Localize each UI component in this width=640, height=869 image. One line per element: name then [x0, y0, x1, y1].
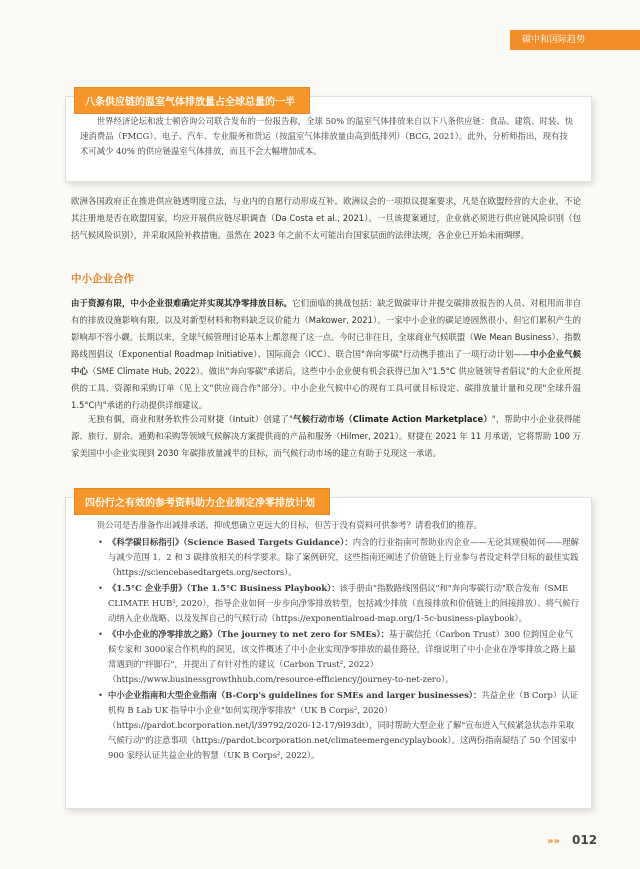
callout-title: 八条供应链的温室气体排放量占全球总量的一半: [74, 87, 310, 114]
callout-intro: 贵公司是否准备作出减排承诺，抑或想确立更远大的目标，但苦于没有资料可供参考？请看我们的推荐。: [96, 520, 483, 530]
reference-text: 该手册由"指数路线图倡议"和"奔向零碳行动"联合发布（SME CLIMATE HUB², 2020），指导企业如何一步步向净零排放转型，包括减少排放（直接排放和价值链上的间接排放）、将气候行动纳入企业战略、以及发挥自己的气候行动（https://exponentialroad-map.org/1-5c-business-playbook）。: [108, 583, 580, 623]
section-heading: 中小企业合作: [71, 273, 134, 285]
reference-text: 基于碳信托（Carbon Trust）300 位跨国企业气候专家和 3000家合作机构的洞见，该文件概述了中小企业实现净零排放的最佳路径，详细说明了中小企业在净零排放之路上最常遇到的"绊脚石"，并提出了有针对性的建议（Carbon Trust², 2022）（https://www.businessgrowthhub.com/resource-efficiency/journey-to-net-zero）。: [108, 629, 576, 684]
reference-text: 共益企业（B Corp）认证机构 B Lab UK 指导中小企业"如何实现净零排放"（UK B Corps², 2020）（https://pardot.bcorporation.net/l/39792/2020-12-17/9l93dt），同时帮助大型企业了解"宣布进入气候紧急状态并采取气候行动"的注意事项（https://pardot.bcorporation.net/climateemergencyplaybook）。这两份指南凝结了 50 个国家中 900 家经认证共益企业的智慧（UK B Corps², 2022）。: [108, 690, 578, 760]
footer-arrows-icon: »»: [547, 836, 560, 847]
paragraph-lead-bold: 由于资源有限，中小企业很难确定并实现其净零排放目标。: [71, 298, 293, 308]
paragraph-text-end: （SME Climate Hub, 2022）。做出"奔向零碳"承诺后，这些中小企业便有机会获得已加入"1.5°C 供应链领导者倡议"的大企业所提供的工具、资源和采购订单（见上文"供应商合作"部分）。中小企业气候中心的现有工具可就目标设定、碳排放量计量和兑现"全球升温 1.5°C内"承诺的行动提供详细建议。: [71, 366, 581, 410]
callout-title: 四份行之有效的参考资料助力企业制定净零排放计划: [74, 488, 330, 515]
reference-list: [80, 535, 580, 763]
paragraph-text: 无独有偶，商业和财务软件公司财捷（Intuit）创建了": [87, 414, 293, 424]
climate-action-marketplace-term: 气候行动市场（Climate Action Marketplace）: [292, 414, 492, 424]
reference-item: [98, 581, 580, 626]
page-number: 012: [572, 833, 598, 847]
reference-item: [98, 627, 580, 687]
reference-text: 内含的行业指南可帮助业内企业——无论其规模如何——理解与减少范围 1、2 和 3 碳排放相关的科学要求。除了案例研究，这些指南还阐述了价值链上行业参与者设定科学目标的最佳实践（https://sciencebasedtargets.org/sectors）。: [108, 537, 579, 577]
paragraph-text: 它们面临的挑战包括：缺乏做碳审计并提交碳排放报告的人员、对租用而非自有的排放设施影响有限，以及对新型材料和物料缺乏议价能力（Makower, 2021）。一家中小企业的碳足迹固然很小，但它们累积产生的影响却不容小觑。长期以来，全球气候管理讨论基本上都忽视了这一点。今时已非往日，全球商业气候联盟（We Mean Business）、指数路线图倡议（Exponential Roadmap Initiative）、国际商会（ICC）、联合国"奔向零碳"行动携手推出了一项行动计划——: [71, 298, 582, 359]
callout-box-references: [65, 497, 592, 809]
chapter-tag: 碳中和国际趋势: [510, 30, 640, 50]
paragraph-eu-legislation: 欧洲各国政府正在推进供应链透明度立法，与业内的自愿行动形成互补。欧洲议会的一项拟议提案要求，凡是在欧盟经营的大企业，不论其注册地是否在欧盟国家，均应开展供应链尽职调查（Da Costa et al., 2021）。一旦该提案通过，企业就必须进行供应链风险识别（包括气候风险识别），并采取风险补救措施。虽然在 2023 年之前不太可能出台国家层面的法律法规，各企业已开始未雨绸缪。: [71, 196, 581, 240]
sme-climate-hub-term: 中小企业气候中心: [71, 349, 581, 376]
callout-box-supply-chain: [65, 96, 592, 182]
paragraph-intuit: [71, 411, 581, 462]
callout-body: [80, 518, 580, 764]
reference-title: 《科学碳目标指引》（Science Based Targets Guidance）：: [108, 537, 353, 547]
reference-title: 中小企业指南和大型企业指南（B-Corp's guidelines for SMEs and larger businesses）：: [108, 690, 482, 700]
reference-title: 《1.5°C 企业手册》（The 1.5°C Business Playbook）：: [108, 583, 340, 593]
reference-item: [98, 688, 580, 763]
callout-body: 世界经济论坛和波士顿咨询公司联合发布的一份报告称，全球 50% 的温室气体排放来自以下八条供应链：食品、建筑、时装、快速消费品（FMCG）、电子、汽车、专业服务和货运（按温室气体排放量由高到低排列）（BCG, 2021）。此外，分析师指出，现有技术可减少 40% 的供应链温室气体排放，而且不会大幅增加成本。: [80, 116, 573, 156]
reference-title: 《中小企业的净零排放之路》（The journey to net zero for SMEs）：: [108, 629, 389, 639]
paragraph-text-end: "，帮助中小企业获得能源、旅行、厨余、通勤和采购等领域气候解决方案提供商的产品和服务（Hilmer, 2021）。财捷在 2021 年 11 月承诺，它将帮助 100 万家美国中小企业实现到 2030 年碳排放量减半的目标，而气候行动市场的建立有助于兑现这一承诺。: [71, 414, 581, 458]
reference-item: [98, 535, 580, 580]
paragraph-sme: [71, 295, 581, 414]
